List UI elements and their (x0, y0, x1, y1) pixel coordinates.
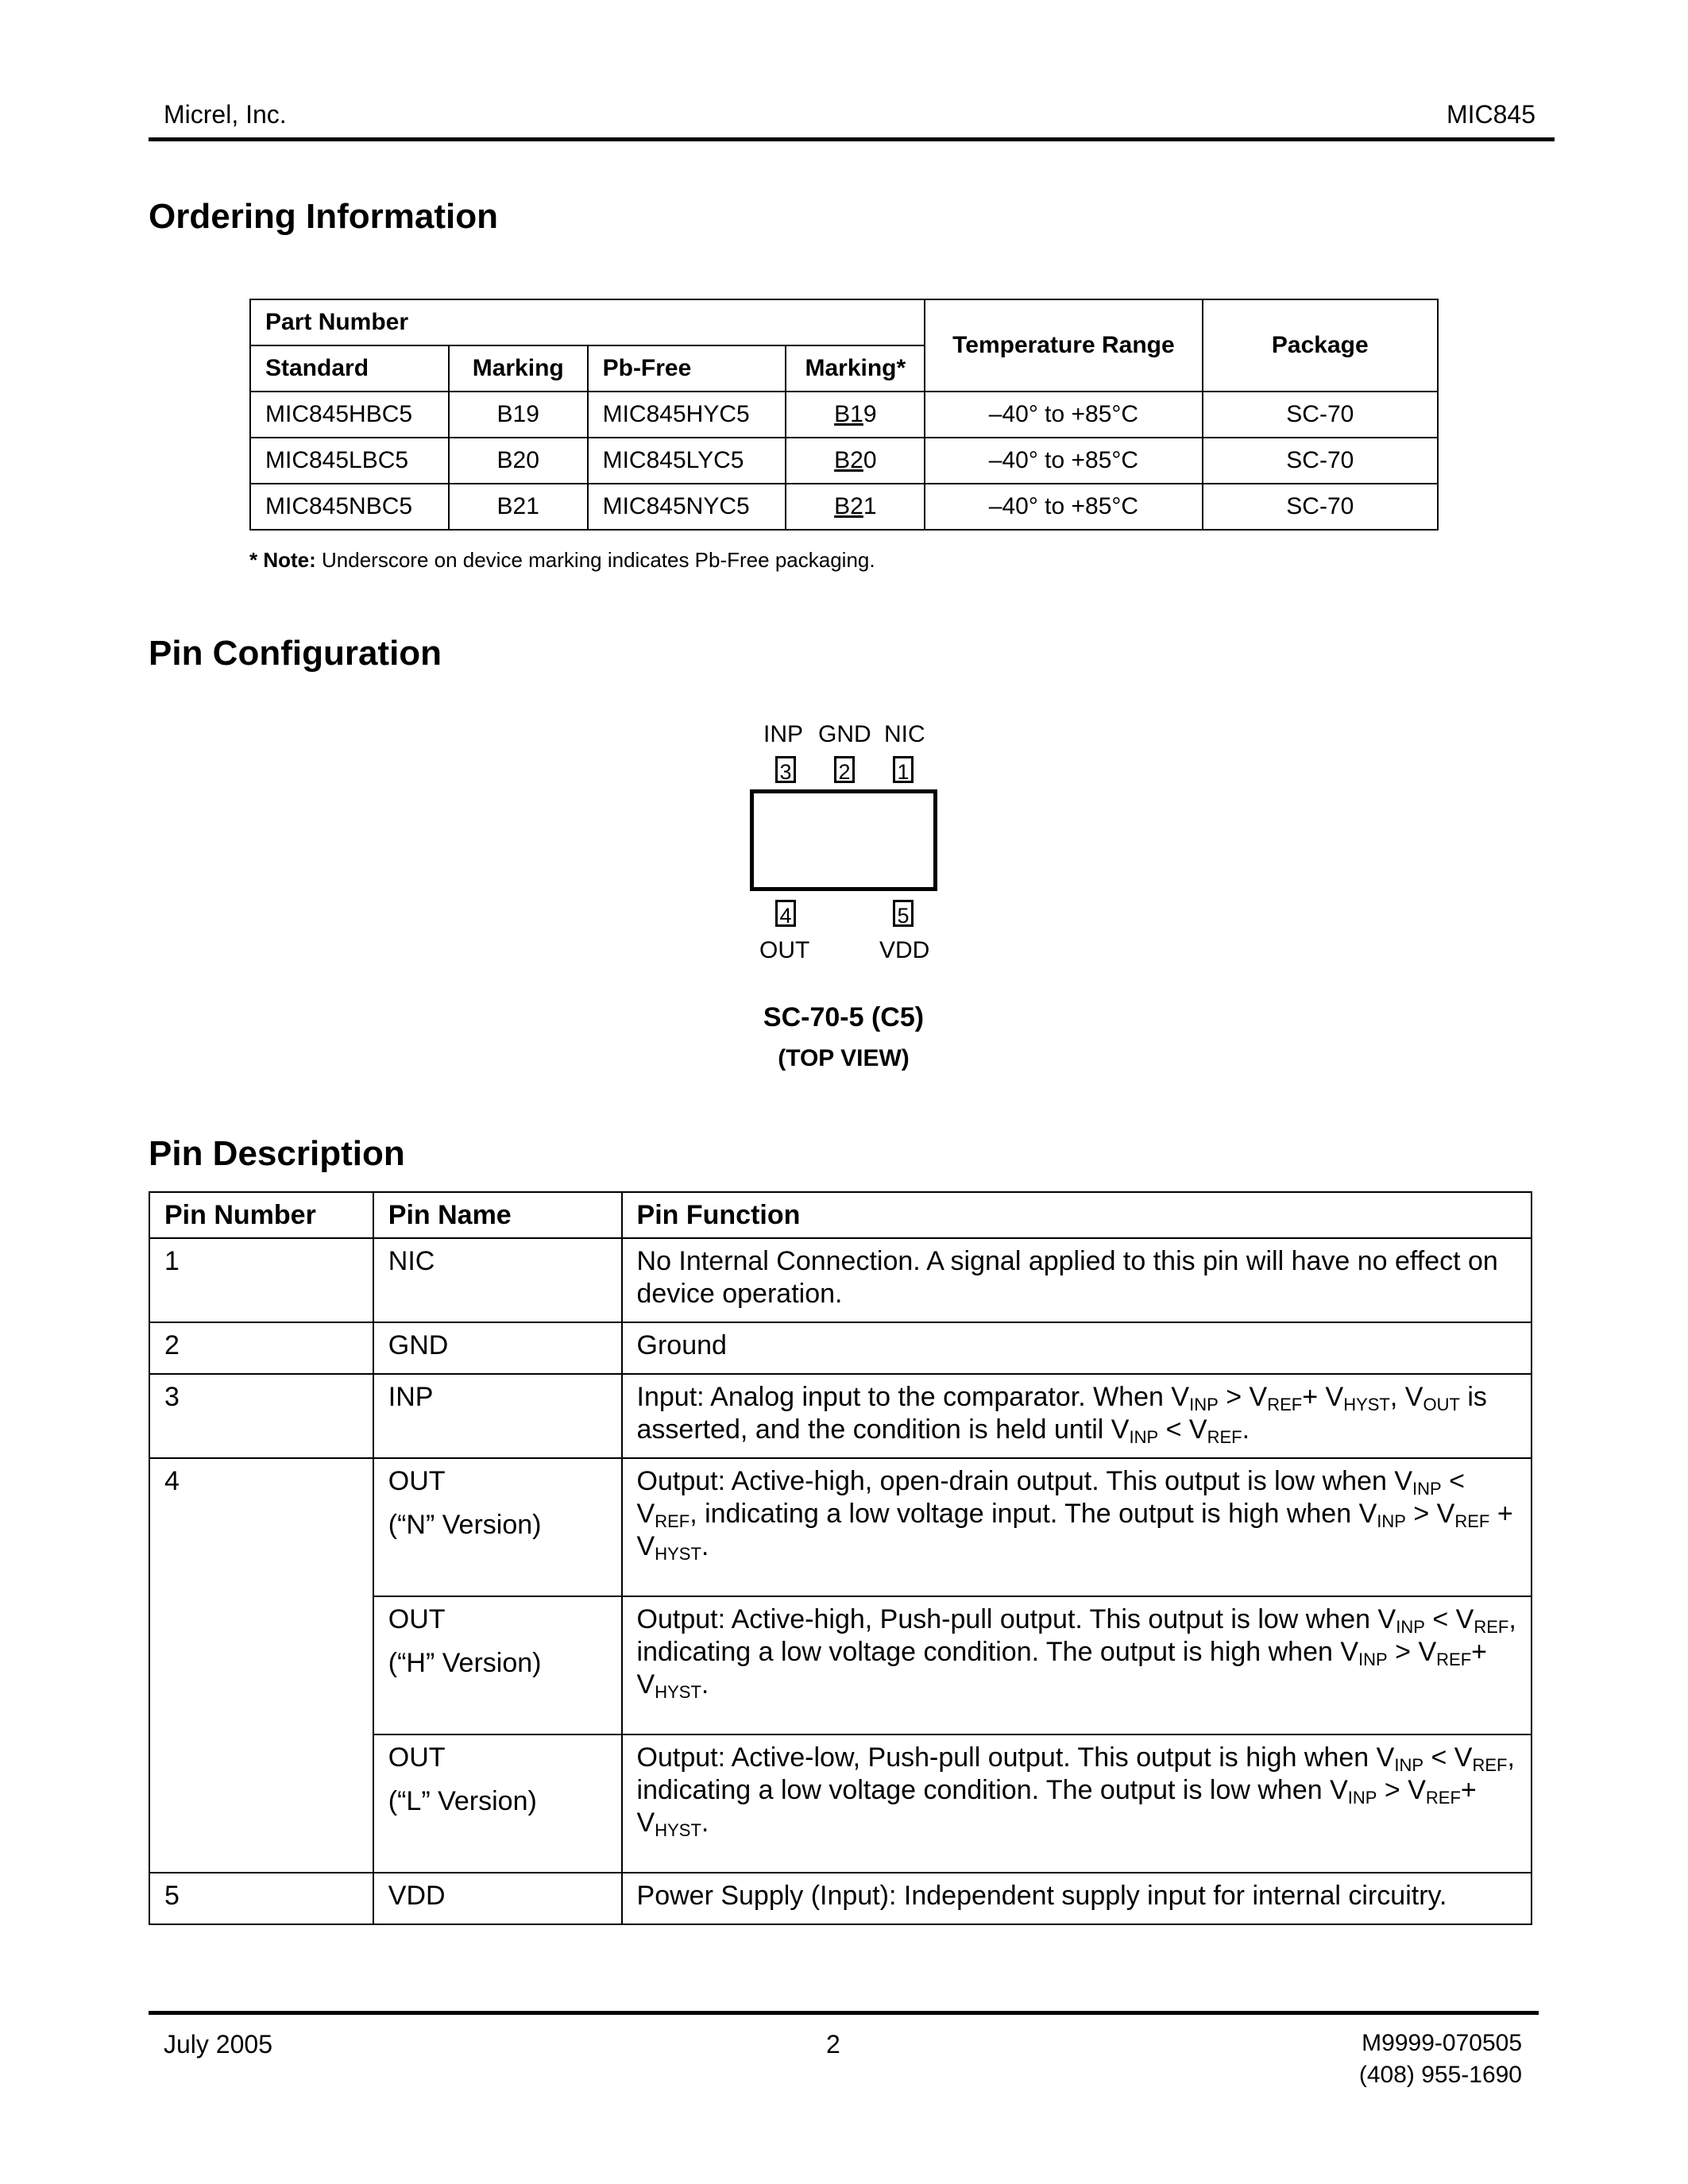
ordering-table (249, 299, 1439, 531)
package-body (750, 789, 937, 891)
pin-name: INP (373, 1374, 622, 1458)
temp-range: –40° to +85°C (925, 438, 1202, 484)
pin-number: 1 (149, 1238, 373, 1322)
col-marking: Marking (449, 345, 588, 392)
table-row (250, 438, 1438, 484)
table-row (250, 392, 1438, 438)
marking: B20 (449, 438, 588, 484)
col-temp-range: Temperature Range (925, 299, 1202, 392)
col-pin-number: Pin Number (149, 1192, 373, 1238)
ordering-note: * Note: Underscore on device marking indicates Pb-Free packaging. (249, 548, 875, 572)
pin-number: 2 (149, 1322, 373, 1374)
col-package: Package (1203, 299, 1438, 392)
pin-3: 3 (775, 756, 796, 783)
pin-function: Ground (622, 1322, 1532, 1374)
marking: B19 (449, 392, 588, 438)
pin-label-gnd: GND (818, 721, 871, 747)
col-pin-function: Pin Function (622, 1192, 1532, 1238)
package: SC-70 (1203, 392, 1438, 438)
pin-name: VDD (373, 1873, 622, 1924)
footer-rule (149, 2011, 1539, 2015)
col-pin-name: Pin Name (373, 1192, 622, 1238)
pb-free-marking: B20 (786, 438, 925, 484)
col-pb-free: Pb-Free (588, 345, 786, 392)
footer-page-number: 2 (826, 2030, 840, 2059)
pb-free-marking: B19 (786, 392, 925, 438)
footer-phone: (408) 955-1690 (1358, 2062, 1522, 2088)
col-marking-pb: Marking* (786, 345, 925, 392)
col-standard: Standard (250, 345, 449, 392)
header-company: Micrel, Inc. (164, 100, 287, 129)
pin-5: 5 (893, 900, 914, 927)
pin-2: 2 (834, 756, 855, 783)
pin-number: 4 (149, 1458, 373, 1873)
pin-number: 3 (149, 1374, 373, 1458)
pin-function: No Internal Connection. A signal applied to this pin will have no effect on device operation. (622, 1238, 1532, 1322)
pin-desc-title: Pin Description (149, 1134, 405, 1173)
pin-name: OUT (“N” Version) (373, 1458, 622, 1596)
table-row (250, 484, 1438, 530)
pin-4: 4 (775, 900, 796, 927)
pin-name: NIC (373, 1238, 622, 1322)
table-row (149, 1873, 1532, 1924)
standard-part: MIC845NBC5 (250, 484, 449, 530)
pin-name: GND (373, 1322, 622, 1374)
header-rule (149, 137, 1555, 141)
pin-label-out: OUT (759, 937, 810, 963)
pin-1: 1 (893, 756, 914, 783)
pin-number: 5 (149, 1873, 373, 1924)
temp-range: –40° to +85°C (925, 392, 1202, 438)
table-row (149, 1458, 1532, 1596)
footer-doc-number: M9999-070505 (1362, 2030, 1522, 2056)
footer-date: July 2005 (164, 2030, 272, 2059)
standard-part: MIC845HBC5 (250, 392, 449, 438)
ordering-title: Ordering Information (149, 197, 498, 236)
pin-desc-table (149, 1191, 1532, 1925)
pin-label-nic: NIC (884, 721, 925, 747)
marking: B21 (449, 484, 588, 530)
pin-function: Output: Active-high, open-drain output. This output is low when $V_{INP} < V_{REF}$, indicating a low voltage input. The output is high when $V_{INP} > V_{REF} + V_{HYST}$. (622, 1458, 1532, 1596)
pin-function: Output: Active-low, Push-pull output. This output is high when $V_{INP} < V_{REF}$, indicating a low voltage condition. The output is low when $V_{INP} > V_{REF}+ V_{HYST}$. (622, 1734, 1532, 1873)
pin-label-vdd: VDD (879, 937, 930, 963)
pb-free-marking: B21 (786, 484, 925, 530)
table-header-row (149, 1192, 1532, 1238)
col-part-number: Part Number (250, 299, 925, 345)
package-view: (TOP VIEW) (778, 1045, 910, 1071)
pin-name: OUT (“L” Version) (373, 1734, 622, 1873)
pb-free-part: MIC845NYC5 (588, 484, 786, 530)
table-row (149, 1238, 1532, 1322)
table-row (149, 1374, 1532, 1458)
standard-part: MIC845LBC5 (250, 438, 449, 484)
pin-function: Input: Analog input to the comparator. When $V_{INP} > V_{REF}+ V_{HYST}$, $V_{OUT}$ is asserted, and the condition is held until $V_{INP} < V_{REF}$. (622, 1374, 1532, 1458)
temp-range: –40° to +85°C (925, 484, 1202, 530)
pb-free-part: MIC845HYC5 (588, 392, 786, 438)
pin-name: OUT (“H” Version) (373, 1596, 622, 1734)
package: SC-70 (1203, 484, 1438, 530)
pin-config-title: Pin Configuration (149, 634, 442, 673)
package-name: SC-70-5 (C5) (763, 1002, 925, 1032)
package: SC-70 (1203, 438, 1438, 484)
pin-function: Power Supply (Input): Independent supply input for internal circuitry. (622, 1873, 1532, 1924)
pin-label-inp: INP (763, 721, 804, 747)
header-part: MIC845 (1446, 100, 1535, 129)
pin-function: Output: Active-high, Push-pull output. This output is low when $V_{INP} < V_{REF}$, indicating a low voltage condition. The output is high when $V_{INP} > V_{REF}+ V_{HYST}$. (622, 1596, 1532, 1734)
table-row (149, 1322, 1532, 1374)
pb-free-part: MIC845LYC5 (588, 438, 786, 484)
